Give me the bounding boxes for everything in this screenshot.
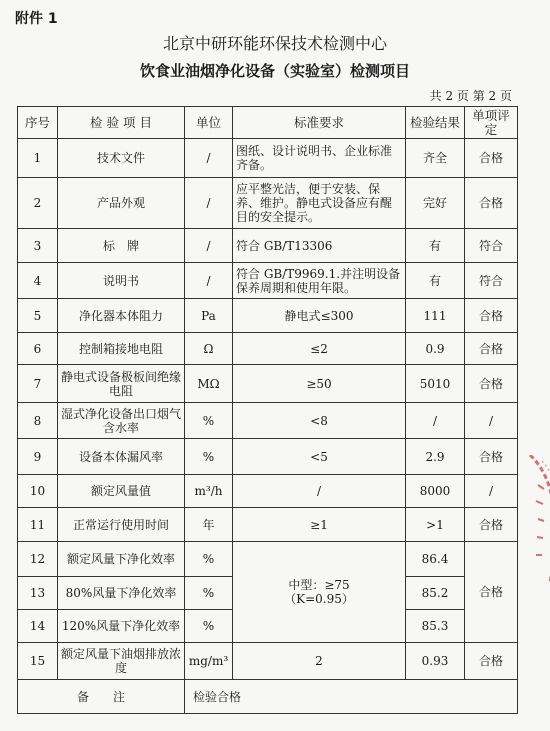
table-row <box>18 299 518 333</box>
cell-unit: Pa <box>185 299 233 333</box>
cell-unit: % <box>185 577 233 610</box>
cell-standard: 符合 GB/T9969.1.并注明设备保养周期和使用年限。 <box>233 263 406 299</box>
cell-result: / <box>406 403 465 439</box>
cell-efficiency-rating: 合格 <box>465 542 518 643</box>
cell-rating: 合格 <box>465 365 518 403</box>
cell-item: 正常运行使用时间 <box>58 508 185 542</box>
table-header-row <box>18 107 518 139</box>
cell-no: 15 <box>18 643 58 680</box>
cell-rating: 符合 <box>465 229 518 263</box>
cell-unit: % <box>185 439 233 475</box>
cell-item: 净化器本体阻力 <box>58 299 185 333</box>
cell-standard: <5 <box>233 439 406 475</box>
cell-rating: 符合 <box>465 263 518 299</box>
cell-unit: MΩ <box>185 365 233 403</box>
table-row <box>18 139 518 178</box>
header-no: 序号 <box>18 107 58 139</box>
cell-rating: 合格 <box>465 333 518 365</box>
cell-standard: ≥50 <box>233 365 406 403</box>
cell-standard: 2 <box>233 643 406 680</box>
cell-no: 7 <box>18 365 58 403</box>
cell-standard: ≥1 <box>233 508 406 542</box>
efficiency-standard-line2: （K=0.95） <box>284 592 354 606</box>
cell-result: 0.9 <box>406 333 465 365</box>
table-row <box>18 365 518 403</box>
table-row <box>18 263 518 299</box>
cell-item: 控制箱接地电阻 <box>58 333 185 365</box>
cell-no: 1 <box>18 139 58 178</box>
table-row <box>18 643 518 680</box>
cell-unit: / <box>185 178 233 229</box>
cell-no: 5 <box>18 299 58 333</box>
cell-result: 完好 <box>406 178 465 229</box>
cell-unit: % <box>185 610 233 643</box>
cell-item: 120%风量下净化效率 <box>58 610 185 643</box>
cell-item: 设备本体漏风率 <box>58 439 185 475</box>
header-result: 检验结果 <box>406 107 465 139</box>
cell-standard: ≤2 <box>233 333 406 365</box>
table-row <box>18 475 518 508</box>
cell-no: 12 <box>18 542 58 577</box>
table-row <box>18 229 518 263</box>
cell-unit: m³/h <box>185 475 233 508</box>
cell-rating: / <box>465 475 518 508</box>
cell-result: 有 <box>406 263 465 299</box>
table-row <box>18 542 518 577</box>
cell-item: 静电式设备极板间绝缘电阻 <box>58 365 185 403</box>
cell-no: 4 <box>18 263 58 299</box>
cell-no: 9 <box>18 439 58 475</box>
table-row <box>18 403 518 439</box>
table-row <box>18 178 518 229</box>
cell-standard: 应平整光洁，便于安装、保养、维护。静电式设备应有醒目的安全提示。 <box>233 178 406 229</box>
table-row <box>18 333 518 365</box>
cell-no: 2 <box>18 178 58 229</box>
cell-item: 产品外观 <box>58 178 185 229</box>
header-standard: 标准要求 <box>233 107 406 139</box>
attachment-label: 附件 1 <box>15 11 58 27</box>
cell-no: 13 <box>18 577 58 610</box>
cell-result: 有 <box>406 229 465 263</box>
cell-item: 额定风量值 <box>58 475 185 508</box>
cell-rating: 合格 <box>465 299 518 333</box>
cell-unit: / <box>185 263 233 299</box>
red-seal-stamp <box>522 455 550 585</box>
cell-unit: Ω <box>185 333 233 365</box>
cell-rating: 合格 <box>465 643 518 680</box>
cell-no: 10 <box>18 475 58 508</box>
document-title: 饮食业油烟净化设备（实验室）检测项目 <box>139 62 410 80</box>
cell-rating: 合格 <box>465 508 518 542</box>
cell-result: 5010 <box>406 365 465 403</box>
cell-rating: 合格 <box>465 178 518 229</box>
table-row <box>18 439 518 475</box>
cell-item: 80%风量下净化效率 <box>58 577 185 610</box>
cell-standard: <8 <box>233 403 406 439</box>
cell-standard: 图纸、设计说明书、企业标准齐备。 <box>233 139 406 178</box>
cell-item: 额定风量下净化效率 <box>58 542 185 577</box>
header-item: 检 验 项 目 <box>58 107 185 139</box>
cell-no: 14 <box>18 610 58 643</box>
table-row <box>18 508 518 542</box>
inspection-table <box>17 106 518 714</box>
cell-item: 额定风量下油烟排放浓度 <box>58 643 185 680</box>
organization-name: 北京中研环能环保技术检测中心 <box>162 34 387 53</box>
cell-rating: 合格 <box>465 139 518 178</box>
cell-rating: 合格 <box>465 439 518 475</box>
cell-result: 2.9 <box>406 439 465 475</box>
cell-no: 6 <box>18 333 58 365</box>
header-unit: 单位 <box>185 107 233 139</box>
cell-result: 111 <box>406 299 465 333</box>
efficiency-standard-line1: 中型：≥75 <box>288 578 350 592</box>
remarks-label: 备 注 <box>18 680 185 714</box>
cell-standard: 符合 GB/T13306 <box>233 229 406 263</box>
cell-unit: mg/m³ <box>185 643 233 680</box>
cell-result: 86.4 <box>406 542 465 577</box>
cell-item: 技术文件 <box>58 139 185 178</box>
cell-item: 标 牌 <box>58 229 185 263</box>
remarks-row <box>18 680 518 714</box>
page-info: 共 2 页 第 2 页 <box>429 89 512 103</box>
cell-result: 0.93 <box>406 643 465 680</box>
cell-standard: 静电式≤300 <box>233 299 406 333</box>
cell-no: 8 <box>18 403 58 439</box>
cell-unit: % <box>185 542 233 577</box>
remarks-value: 检验合格 <box>185 680 518 714</box>
cell-efficiency-standard <box>233 542 406 643</box>
cell-result: 齐全 <box>406 139 465 178</box>
cell-rating: / <box>465 403 518 439</box>
cell-result: >1 <box>406 508 465 542</box>
cell-unit: / <box>185 139 233 178</box>
cell-result: 85.3 <box>406 610 465 643</box>
cell-item: 说明书 <box>58 263 185 299</box>
cell-unit: 年 <box>185 508 233 542</box>
cell-unit: % <box>185 403 233 439</box>
cell-result: 8000 <box>406 475 465 508</box>
cell-result: 85.2 <box>406 577 465 610</box>
cell-no: 3 <box>18 229 58 263</box>
cell-unit: / <box>185 229 233 263</box>
header-rating: 单项评定 <box>465 107 518 139</box>
cell-item: 湿式净化设备出口烟气含水率 <box>58 403 185 439</box>
cell-standard: / <box>233 475 406 508</box>
cell-no: 11 <box>18 508 58 542</box>
